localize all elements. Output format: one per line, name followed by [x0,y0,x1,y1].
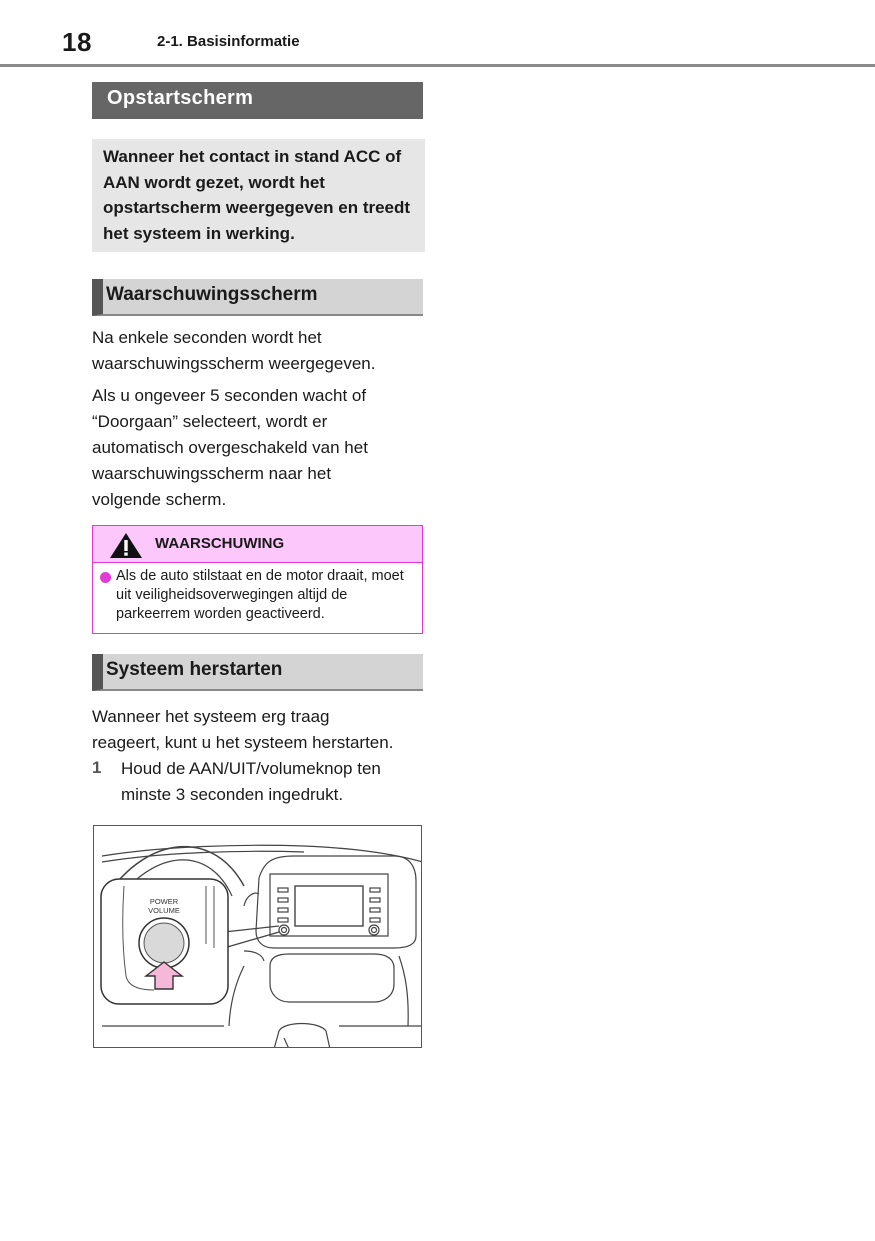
dashboard-line-drawing [94,826,422,1048]
intro-summary-box: Wanneer het contact in stand ACC of AAN wordt gezet, wordt het opstartscherm weergegeven en treedt het systeem in werking. [92,139,425,252]
warning-screen-paragraph-1: Na enkele seconden wordt het waarschuwingsscherm weergegeven. [92,328,376,373]
warning-triangle-icon [109,532,143,559]
warning-screen-paragraph-2: Als u ongeveer 5 seconden wacht of “Doorgaan” selecteert, wordt er automatisch overgeschakeld van het waarschuwingsscherm naar het volgende scherm. [92,386,368,509]
section-heading-restart: Systeem herstarten [92,654,423,691]
page-number: 18 [62,27,92,57]
warning-box-title: WAARSCHUWING [155,535,285,552]
section-heading-startup: Opstartscherm [92,82,423,119]
warning-screen-text [92,325,404,513]
warning-box-text: Als de auto stilstaat en de motor draait, moet uit veiligheidsoverwegingen altijd de parkeerrem worden geactiveerd. [116,568,404,622]
header-divider [0,64,875,67]
bullet-icon [100,572,111,583]
warning-box [92,525,423,634]
step-number: 1 [92,758,102,777]
step-text: Houd de AAN/UIT/volumeknop ten minste 3 seconden ingedrukt. [121,759,381,804]
restart-paragraph: Wanneer het systeem erg traag reageert, kunt u het systeem herstarten. [92,707,394,752]
dashboard-illustration [93,825,422,1048]
knob-label-power: POWER [149,897,179,906]
knob-label-volume: VOLUME [148,906,180,915]
section-heading-warning-screen: Waarschuwingsscherm [92,279,423,316]
warning-box-header [93,526,422,563]
chapter-title: 2-1. Basisinformatie [157,33,300,50]
